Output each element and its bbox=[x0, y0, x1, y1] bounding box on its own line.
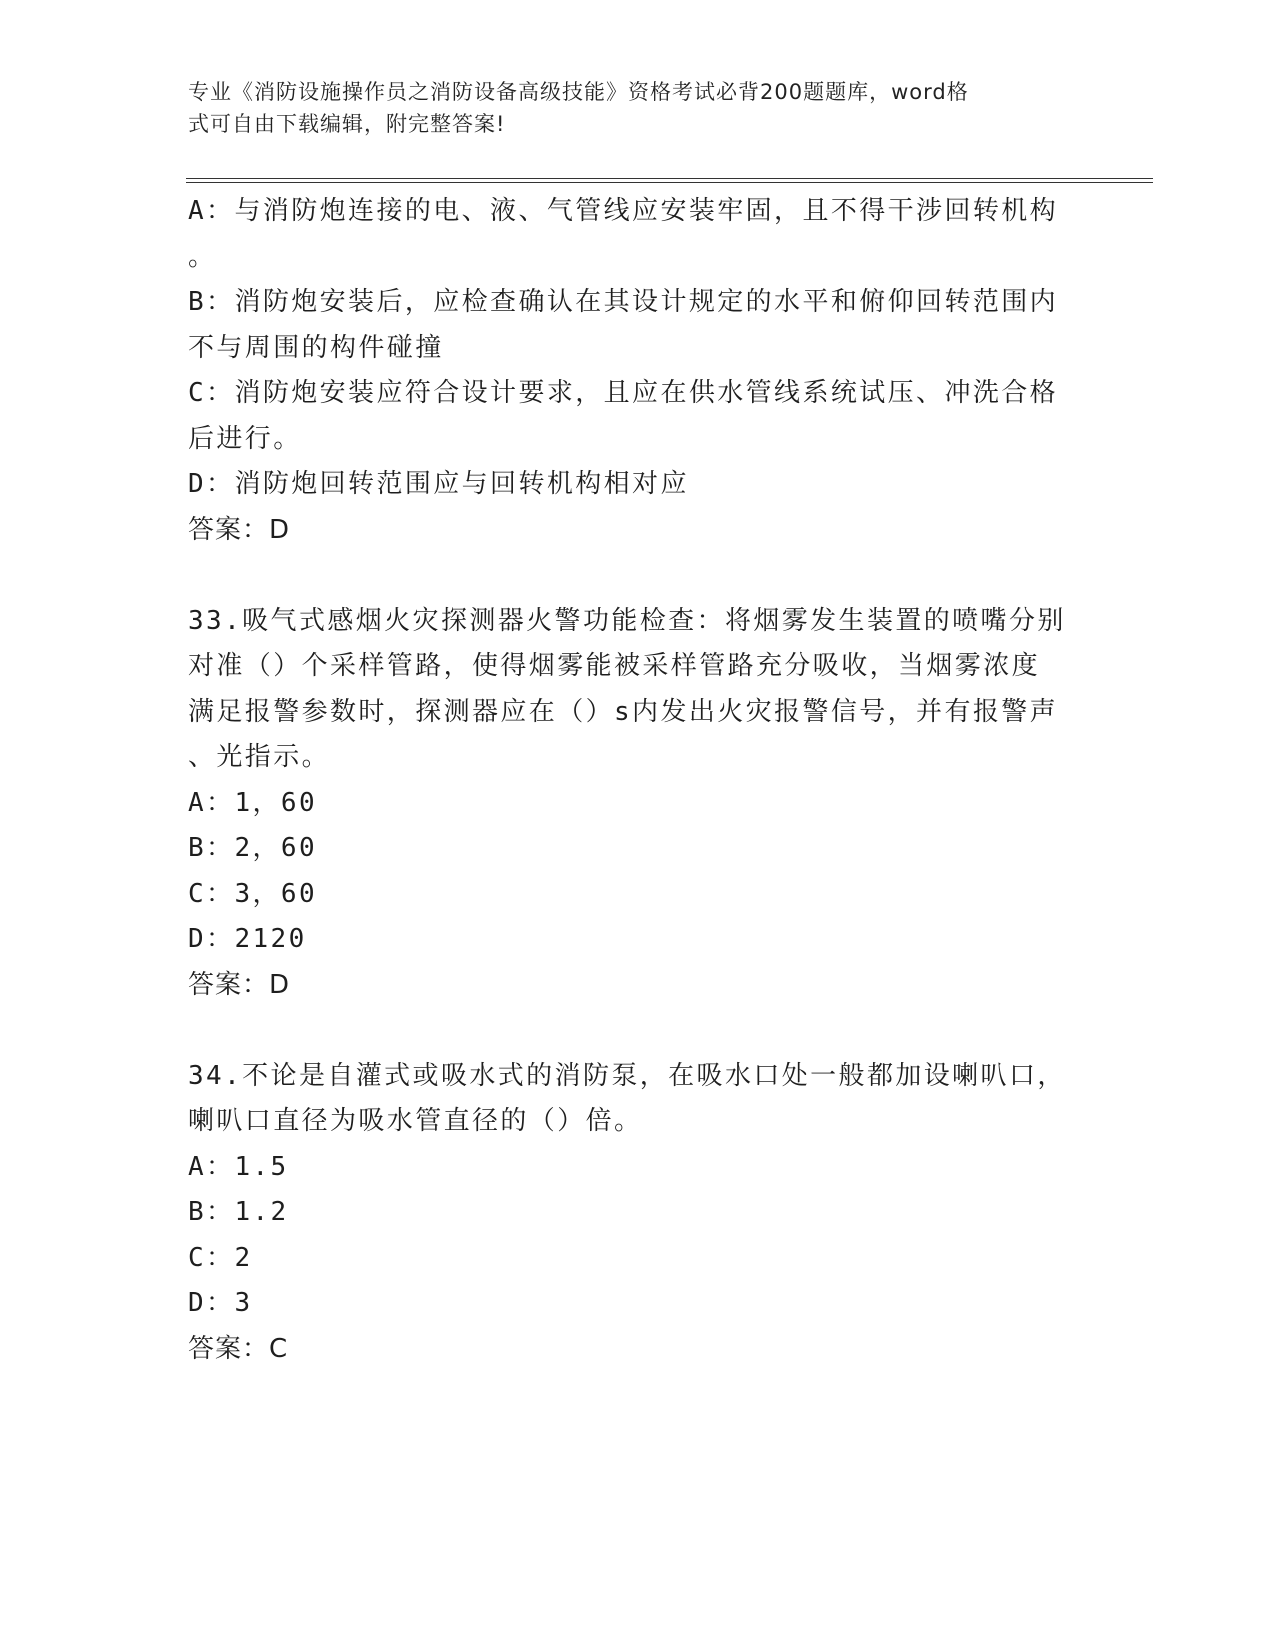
option-d: D：3 bbox=[188, 1288, 253, 1318]
option-a-line-2: 。 bbox=[188, 241, 217, 272]
question-stem-line-4: 、光指示。 bbox=[188, 742, 331, 772]
question-stem-line-2: 喇叭口直径为吸水管直径的（）倍。 bbox=[188, 1106, 643, 1136]
question-34 bbox=[188, 1054, 1088, 1373]
option-c-line-1: C：消防炮安装应符合设计要求，且应在供水管线系统试压、冲洗合格 bbox=[188, 378, 1059, 408]
answer: 答案：C bbox=[188, 1333, 289, 1364]
question-stem-line-2: 对准（）个采样管路，使得烟雾能被采样管路充分吸收，当烟雾浓度 bbox=[188, 651, 1041, 681]
option-c: C：3，60 bbox=[188, 878, 318, 909]
spacer bbox=[188, 553, 1088, 599]
option-a: A：1，60 bbox=[188, 787, 318, 818]
answer: 答案：D bbox=[188, 514, 291, 545]
answer: 答案：D bbox=[188, 969, 291, 1000]
header-divider-bottom bbox=[186, 182, 1153, 183]
option-c: C：2 bbox=[188, 1242, 253, 1273]
option-c-line-2: 后进行。 bbox=[188, 423, 302, 454]
option-b-line-1: B：消防炮安装后，应检查确认在其设计规定的水平和俯仰回转范围内 bbox=[188, 287, 1059, 317]
question-33 bbox=[188, 599, 1088, 1009]
option-d: D：消防炮回转范围应与回转机构相对应 bbox=[188, 469, 689, 499]
header-line-2: 式可自由下载编辑，附完整答案! bbox=[188, 112, 506, 136]
spacer bbox=[188, 1008, 1088, 1054]
option-b: B：2，60 bbox=[188, 833, 318, 863]
previous-question-options bbox=[188, 189, 1088, 553]
document-header bbox=[188, 76, 1068, 140]
option-a-line-1: A：与消防炮连接的电、液、气管线应安装牢固，且不得干涉回转机构 bbox=[188, 196, 1059, 226]
question-stem-line-1: 33.吸气式感烟火灾探测器火警功能检查：将烟雾发生装置的喷嘴分别 bbox=[188, 605, 1066, 636]
option-b-line-2: 不与周围的构件碰撞 bbox=[188, 332, 444, 363]
question-stem-line-1: 34.不论是自灌式或吸水式的消防泵，在吸水口处一般都加设喇叭口， bbox=[188, 1060, 1066, 1091]
option-b: B：1.2 bbox=[188, 1197, 289, 1227]
header-line-1: 专业《消防设施操作员之消防设备高级技能》资格考试必背200题题库，word格 bbox=[188, 80, 969, 104]
header-divider-top bbox=[186, 178, 1153, 179]
question-content bbox=[188, 189, 1088, 1372]
question-stem-line-3: 满足报警参数时，探测器应在（）s内发出火灾报警信号，并有报警声 bbox=[188, 696, 1059, 727]
option-a: A：1.5 bbox=[188, 1151, 289, 1182]
option-d: D：2120 bbox=[188, 924, 307, 954]
